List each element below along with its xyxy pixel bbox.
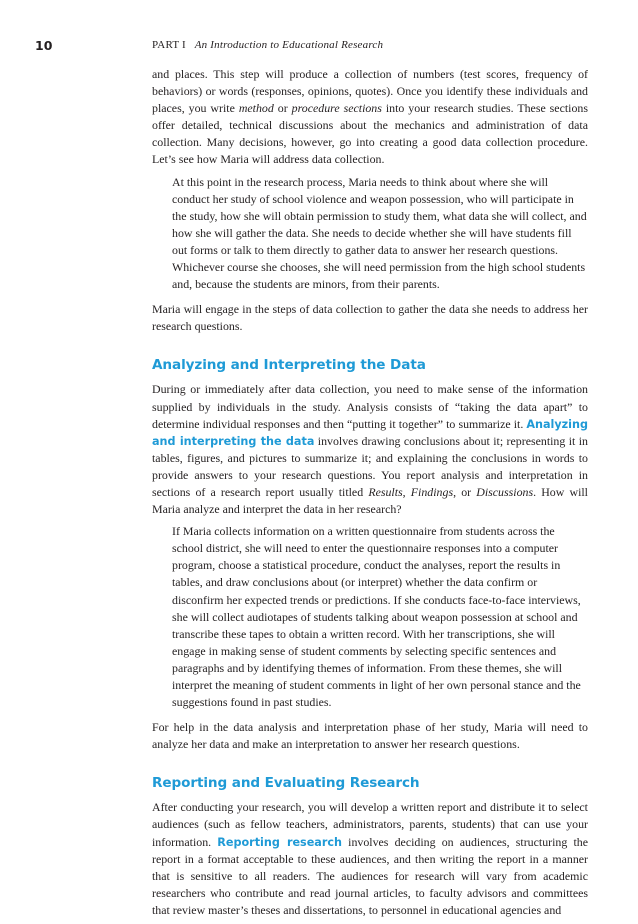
heading-reporting-evaluating: Reporting and Evaluating Research	[152, 775, 420, 792]
heading-analyzing-interpreting: Analyzing and Interpreting the Data	[152, 357, 426, 374]
paragraph-maria-steps: Maria will engage in the steps of data collection to gather the data she needs to address her research questions.	[152, 302, 588, 334]
emphasis-discussions: Discussions	[476, 484, 534, 499]
key-term-reporting: Reporting research	[217, 835, 342, 849]
paragraph-analysis-help: For help in the data analysis and interpretation phase of her study, Maria will need to analyze her data and make an interpretation to answer her research questions.	[152, 720, 588, 752]
emphasis-procedure-sections: procedure sections	[291, 101, 382, 116]
text-run: into your research studies. These sections offer detailed, technical discussions about the mechanics and administration of data collection. Many decisions, however, go into creating a good data collection procedure. Let’s see how Maria will address data collection.	[152, 101, 588, 167]
text-run: involves deciding on audiences, structuring the report in a format acceptable to these audiences, and then writing the report in a manner that is sensitive to all readers. The audiences for research will vary from academic researchers who contribute and read journal articles, to faculty advisors and committees that review master’s theses and dissertations, to personnel in educational agencies and	[152, 834, 588, 917]
running-title	[152, 39, 383, 51]
text-run: and places. This step will produce a collection of numbers (test scores, frequency of behaviors) or words (responses, opinions, quotes). Once you identify these individuals and places, you write	[152, 67, 588, 116]
page-body	[152, 66, 588, 924]
text-run: ,	[402, 484, 411, 499]
page-number: 10	[35, 38, 53, 53]
text-run: After conducting your research, you will develop a written report and distribute it to select audiences (such as fellow teachers, administrators, parents, students) that can use your information.	[152, 800, 588, 849]
part-label: PART I	[152, 39, 186, 51]
text-run: or	[273, 101, 292, 116]
text-run: During or immediately after data collection, you need to make sense of the information supplied by individuals in the study. Analysis consists of “taking the data apart” to determine individual responses and then “putting it together” to summarize it.	[152, 382, 588, 431]
paragraph-reporting	[152, 799, 588, 919]
emphasis-method: method	[238, 101, 274, 116]
key-term-analyzing: Analyzing and interpreting the data	[152, 417, 588, 448]
emphasis-findings: Findings	[410, 484, 454, 499]
text-run: , or	[453, 484, 477, 499]
text-run: involves drawing conclusions about it; representing it in tables, figures, and pictures to summarize it; and explaining the conclusions in words to provide answers to your research questions. You report analysis and interpretation in sections of a research report usually titled	[152, 433, 588, 499]
maria-example-analysis: If Maria collects information on a written questionnaire from students across the school district, she will need to enter the questionnaire responses into a computer program, choose a statistical procedure, conduct the analyses, report the results in tables, and draw conclusions about (or interpret) whether the data confirm or disconfirm her expected trends or predictions. If she conducts face-to-face interviews, she will collect audiotapes of students talking about weapon possession at school and transcribe these tapes to obtain a written record. With her transcriptions, she will engage in making sense of student comments by selecting specific sentences and paragraphs and by identifying themes of information. From these themes, she will interpret the meaning of student comments in light of her own personal stance and the suggestions found in past studies.	[172, 524, 581, 710]
text-run: . How will Maria analyze and interpret the data in her research?	[152, 484, 588, 517]
maria-example-data-collection: At this point in the research process, Maria needs to think about where she will conduct her study of school violence and weapon possession, who will participate in the study, how she will obtain permission to study them, what data she will collect, and how she will gather the data. She needs to decide whether she will have students fill out forms or talk to them directly to gather data to answer her research questions. Whichever course she chooses, she will need permission from the high school students and, because the students are minors, from their parents.	[172, 174, 587, 292]
emphasis-results: Results	[368, 484, 403, 499]
book-title: An Introduction to Educational Research	[194, 39, 384, 51]
running-header	[0, 38, 638, 54]
paragraph-analysis	[152, 381, 588, 518]
paragraph-data-collection	[152, 66, 588, 169]
